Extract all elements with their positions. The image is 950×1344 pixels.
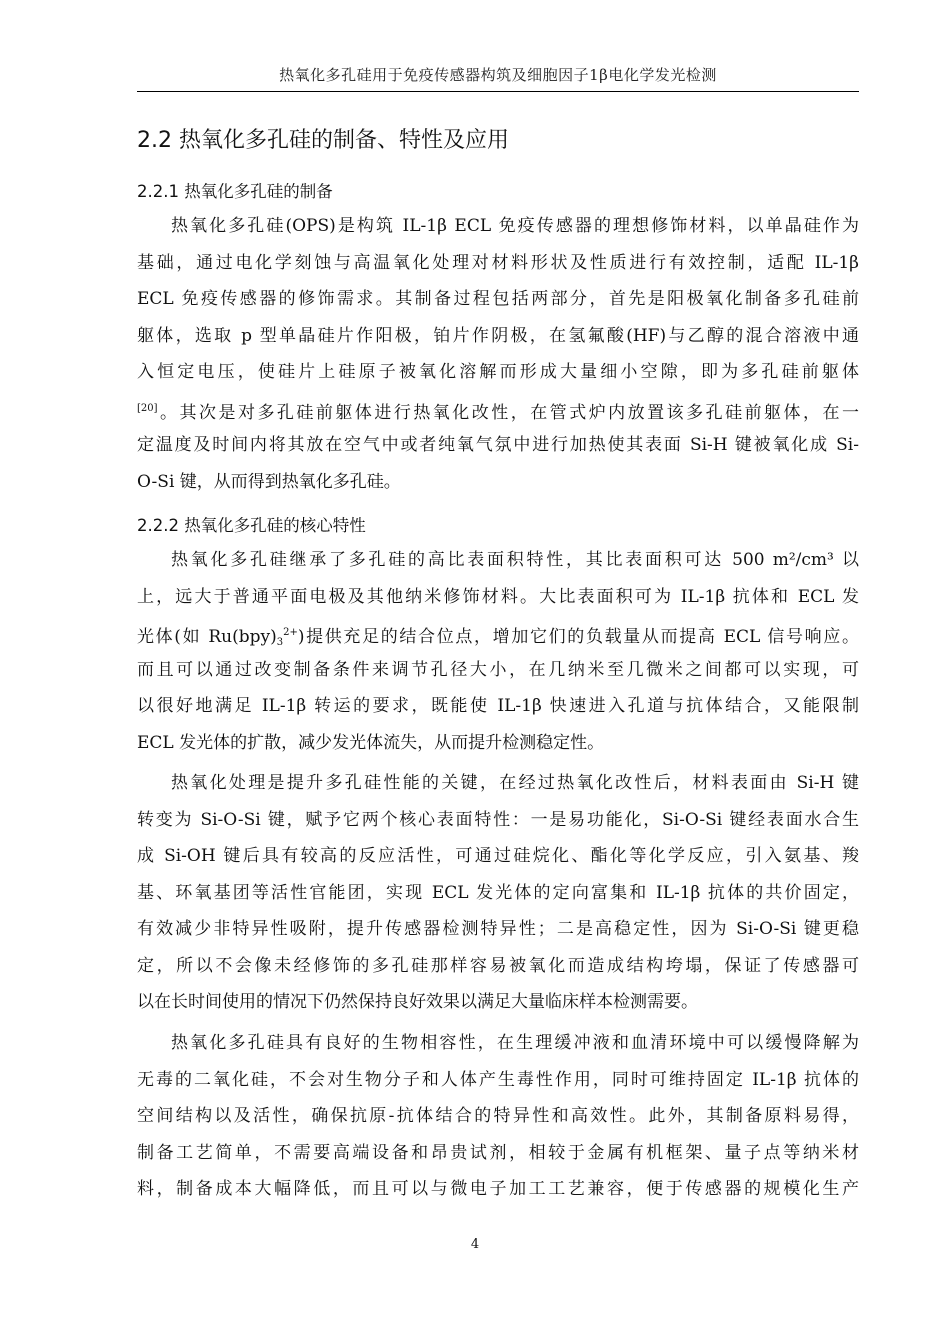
text-line: ECL 发光体的扩散，减少发光体流失，从而提升检测稳定性。 xyxy=(137,732,605,753)
text-line xyxy=(137,391,859,428)
text-line: 热氧化多孔硅具有良好的生物相容性，在生理缓冲液和血清环境中可以缓慢降解为 xyxy=(171,1033,859,1053)
text-line: 定，所以不会像未经修饰的多孔硅那样容易被氧化而造成结构垮塌，保证了传感器可 xyxy=(137,955,859,976)
text-line: 热氧化多孔硅(OPS)是构筑 IL-1β ECL 免疫传感器的理想修饰材料，以单晶硅作为 xyxy=(171,216,859,236)
text-line: 基、环氧基团等活性官能团，实现 ECL 发光体的定向富集和 IL-1β 抗体的共价固定， xyxy=(137,882,859,903)
paragraph-biocompatibility xyxy=(137,1025,859,1208)
text-line: 上，远大于普通平面电极及其他纳米修饰材料。大比表面积可为 IL-1β 抗体和 ECL 发 xyxy=(137,586,859,607)
text-line: O-Si 键，从而得到热氧化多孔硅。 xyxy=(137,471,401,492)
text-line: 制备工艺简单，不需要高端设备和昂贵试剂，相较于金属有机框架、量子点等纳米材 xyxy=(137,1142,859,1163)
paragraph-preparation xyxy=(137,208,859,500)
text-span: )提供充足的结合位点，增加它们的负载量从而提高 ECL 信号响应。 xyxy=(297,627,859,647)
text-line: 而且可以通过改变制备条件来调节孔径大小，在几纳米至几微米之间都可以实现，可 xyxy=(137,659,859,680)
text-span: 。其次是对多孔硅前躯体进行热氧化改性，在管式炉内放置该多孔硅前躯体，在一 xyxy=(157,402,859,423)
text-line: ECL 免疫传感器的修饰需求。其制备过程包括两部分，首先是阳极氧化制备多孔硅前 xyxy=(137,289,859,309)
text-line xyxy=(137,615,859,652)
text-line: 以在长时间使用的情况下仍然保持良好效果以满足大量临床样本检测需要。 xyxy=(137,992,698,1012)
text-line: 基础，通过电化学刻蚀与高温氧化处理对材料形状及性质进行有效控制，适配 IL-1β xyxy=(137,252,859,273)
text-line: 有效减少非特异性吸附，提升传感器检测特异性；二是高稳定性，因为 Si-O-Si 键更稳 xyxy=(137,919,859,939)
header-rule xyxy=(137,91,859,92)
text-line: 热氧化多孔硅继承了多孔硅的高比表面积特性，其比表面积可达 500 m²/cm³ 以 xyxy=(171,550,859,570)
paragraph-surface-area xyxy=(137,542,859,761)
paragraph-thermal-oxidation xyxy=(137,765,859,1021)
text-line: 无毒的二氧化硅，不会对生物分子和人体产生毒性作用，同时可维持固定 IL-1β 抗体的 xyxy=(137,1069,859,1090)
text-line: 料，制备成本大幅降低，而且可以与微电子加工工艺兼容，便于传感器的规模化生产 xyxy=(137,1179,859,1199)
text-line: 定温度及时间内将其放在空气中或者纯氧气氛中进行加热使其表面 Si-H 键被氧化成 Si- xyxy=(137,435,859,455)
text-line: 入恒定电压，使硅片上硅原子被氧化溶解而形成大量细小空隙，即为多孔硅前躯体 xyxy=(137,362,859,382)
text-line: 以很好地满足 IL-1β 转运的要求，既能使 IL-1β 快速进入孔道与抗体结合，又能限制 xyxy=(137,696,859,716)
subsection-title-properties: 2.2.2 热氧化多孔硅的核心特性 xyxy=(137,516,366,535)
subscript: 3 xyxy=(276,637,284,648)
text-line: 热氧化处理是提升多孔硅性能的关键，在经过热氧化改性后，材料表面由 Si-H 键 xyxy=(171,773,859,793)
section-title: 2.2 热氧化多孔硅的制备、特性及应用 xyxy=(137,128,509,153)
text-line: 空间结构以及活性，确保抗原-抗体结合的特异性和高效性。此外，其制备原料易得， xyxy=(137,1106,859,1126)
text-line: 躯体，选取 p 型单晶硅片作阳极，铂片作阴极，在氢氟酸(HF)与乙醇的混合溶液中通 xyxy=(137,325,859,346)
citation-ref: [20] xyxy=(137,402,158,414)
subsection-title-preparation: 2.2.1 热氧化多孔硅的制备 xyxy=(137,182,333,201)
text-span: 光体(如 Ru(bpy) xyxy=(137,627,277,647)
superscript: 2+ xyxy=(283,627,298,638)
running-header: 热氧化多孔硅用于免疫传感器构筑及细胞因子1β电化学发光检测 xyxy=(279,66,717,84)
text-line: 转变为 Si-O-Si 键，赋予它两个核心表面特性：一是易功能化，Si-O-Si 键经表面水合生 xyxy=(137,809,859,830)
page-number: 4 xyxy=(470,1237,480,1252)
text-line: 成 Si-OH 键后具有较高的反应活性，可通过硅烷化、酯化等化学反应，引入氨基、羧 xyxy=(137,846,859,866)
